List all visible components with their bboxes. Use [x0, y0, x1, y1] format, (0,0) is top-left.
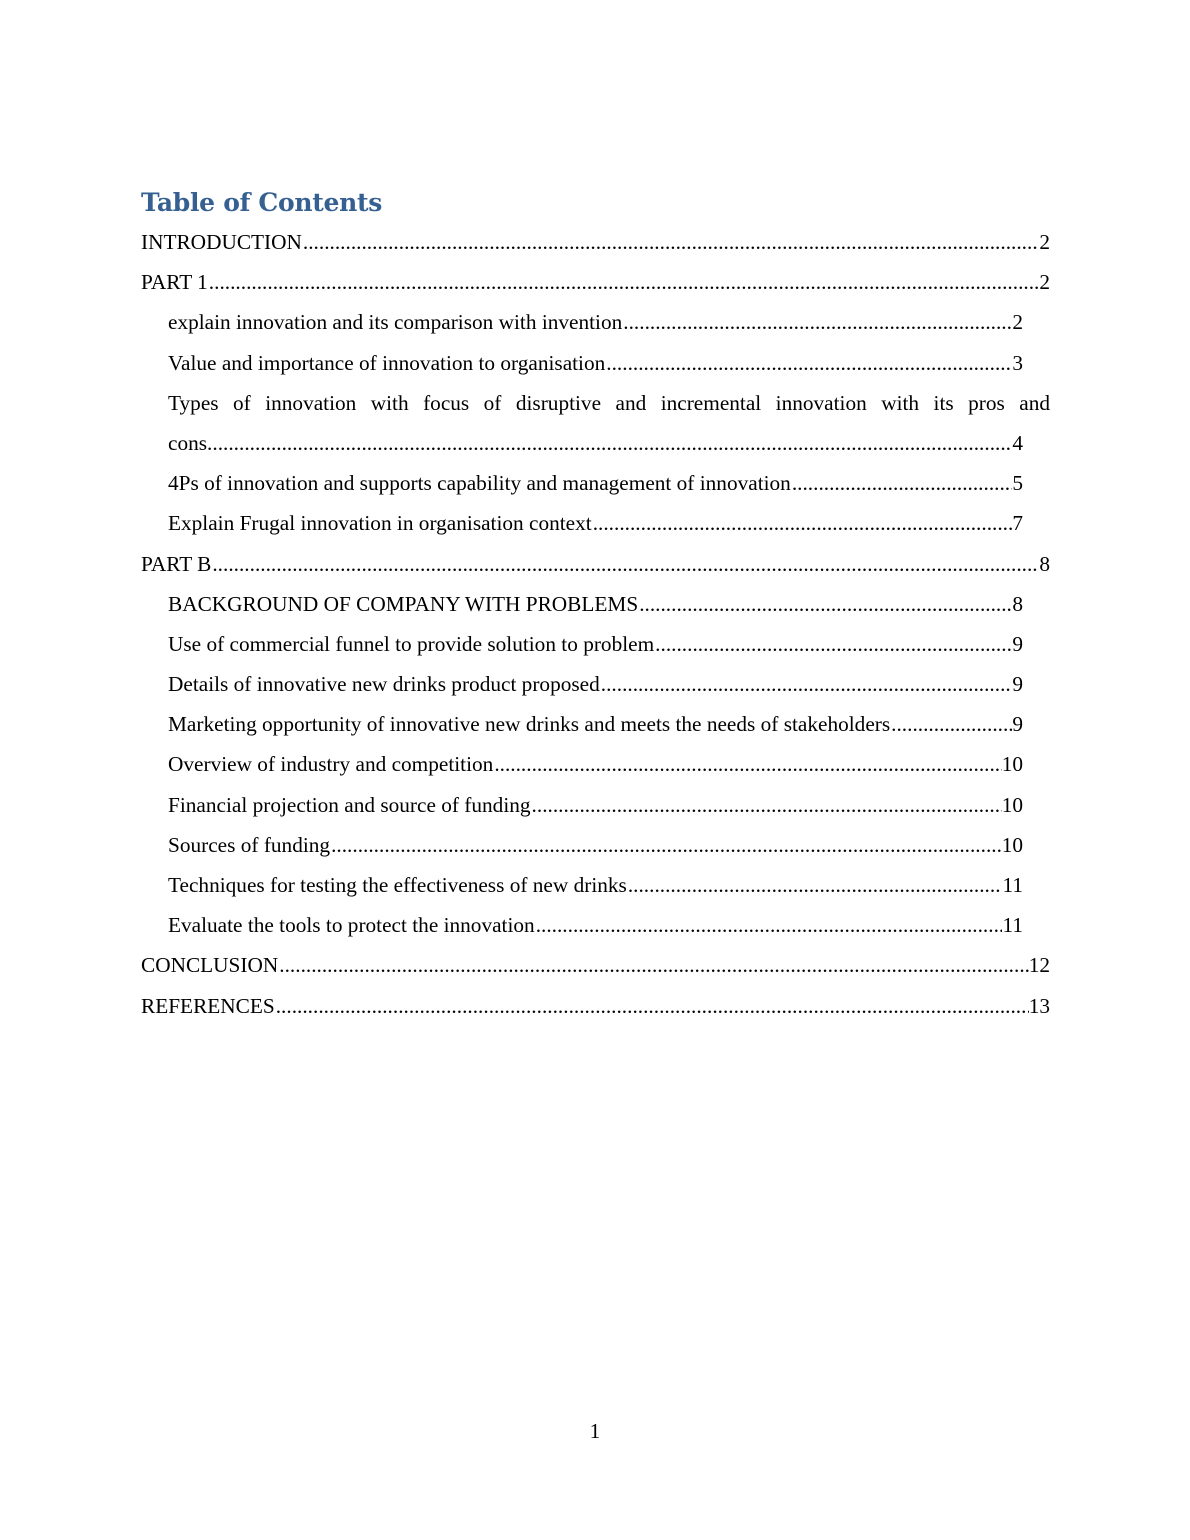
toc-entry-label: Marketing opportunity of innovative new drinks and meets the needs of stakeholders — [168, 712, 891, 737]
toc-entry-label: explain innovation and its comparison with invention — [168, 310, 623, 335]
toc-list — [141, 222, 1050, 1026]
toc-entry-page: 13 — [1028, 993, 1050, 1018]
toc-entry-page: 8 — [1012, 591, 1023, 616]
toc-entry-protection-tools[interactable] — [168, 905, 1023, 945]
dot-leader — [331, 825, 1002, 865]
toc-entry-page: 9 — [1012, 672, 1023, 697]
toc-entry-frugal-innovation[interactable] — [168, 503, 1023, 543]
toc-entry-page: 9 — [1012, 712, 1023, 737]
dot-leader — [209, 262, 1040, 302]
toc-entry-continuation — [168, 423, 1023, 463]
toc-entry-label-line-1: Types of innovation with focus of disruptive and incremental innovation with its pros and — [168, 390, 1050, 415]
toc-entry-page: 11 — [1002, 913, 1023, 938]
toc-entry-page: 8 — [1039, 551, 1050, 576]
page-number: 1 — [589, 1419, 601, 1443]
toc-entry-page: 10 — [1001, 752, 1023, 777]
dot-leader — [212, 544, 1039, 584]
toc-entry-label: CONCLUSION — [141, 953, 279, 978]
toc-entry-value-importance[interactable] — [168, 343, 1023, 383]
dot-leader — [532, 785, 1002, 825]
toc-entry-references[interactable] — [141, 986, 1050, 1026]
toc-entry-conclusion[interactable] — [141, 945, 1050, 985]
toc-entry-label-line-2: cons — [168, 430, 208, 455]
toc-entry-part-1[interactable] — [141, 262, 1050, 302]
toc-entry-part-b[interactable] — [141, 544, 1050, 584]
toc-entry-page: 2 — [1039, 230, 1050, 254]
toc-entry-drinks-product[interactable] — [168, 664, 1023, 704]
dot-leader — [279, 945, 1028, 985]
toc-entry-commercial-funnel[interactable] — [168, 624, 1023, 664]
dot-leader — [536, 905, 1003, 945]
toc-title: Table of Contents — [141, 188, 383, 217]
toc-entry-label: Techniques for testing the effectiveness of new drinks — [168, 873, 627, 897]
toc-entry-background[interactable] — [168, 584, 1023, 624]
toc-entry-label: PART B — [141, 551, 212, 576]
toc-entry-page: 2 — [1012, 310, 1023, 335]
toc-entry-label: Evaluate the tools to protect the innovation — [168, 913, 535, 938]
toc-entry-label: Sources of funding — [168, 832, 331, 857]
dot-leader — [593, 503, 1013, 543]
toc-entry-financial-projection[interactable] — [168, 785, 1023, 825]
toc-entry-label: Details of innovative new drinks product proposed — [168, 672, 600, 697]
toc-entry-marketing-opportunity[interactable] — [168, 704, 1023, 744]
toc-entry-introduction[interactable] — [141, 222, 1050, 262]
toc-entry-page: 10 — [1001, 832, 1023, 857]
dot-leader — [628, 865, 1003, 905]
toc-entry-innovation-vs-invention[interactable] — [168, 302, 1023, 342]
toc-entry-page: 10 — [1001, 792, 1023, 817]
toc-entry-page: 7 — [1012, 511, 1023, 536]
dot-leader — [601, 664, 1013, 704]
toc-entry-label: Value and importance of innovation to organisation — [168, 350, 606, 375]
toc-entry-page: 3 — [1012, 350, 1023, 375]
dot-leader — [606, 343, 1012, 383]
toc-entry-label: 4Ps of innovation and supports capability and management of innovation — [168, 471, 791, 496]
toc-entry-sources-of-funding[interactable] — [168, 825, 1023, 865]
dot-leader — [276, 986, 1029, 1026]
toc-entry-types-of-innovation[interactable] — [168, 383, 1050, 463]
dot-leader — [623, 302, 1012, 342]
toc-entry-page: 4 — [1012, 430, 1023, 455]
toc-entry-label: Financial projection and source of funding — [168, 792, 531, 817]
dot-leader — [792, 463, 1013, 503]
toc-entry-page: 11 — [1002, 873, 1023, 897]
toc-entry-label: INTRODUCTION — [141, 230, 302, 254]
toc-entry-label: REFERENCES — [141, 993, 275, 1018]
toc-entry-label: Explain Frugal innovation in organisation context — [168, 511, 592, 536]
toc-entry-industry-overview[interactable] — [168, 744, 1023, 784]
toc-entry-page: 2 — [1039, 270, 1050, 295]
toc-entry-page: 5 — [1012, 471, 1023, 496]
toc-entry-page: 9 — [1012, 631, 1023, 656]
toc-entry-label: BACKGROUND OF COMPANY WITH PROBLEMS — [168, 591, 639, 616]
dot-leader — [207, 423, 1012, 463]
dot-leader — [655, 624, 1012, 664]
toc-entry-label: Use of commercial funnel to provide solution to problem — [168, 631, 655, 656]
dot-leader — [303, 222, 1039, 262]
toc-entry-testing-techniques[interactable] — [168, 865, 1023, 905]
dot-leader — [891, 704, 1012, 744]
dot-leader — [494, 744, 1001, 784]
toc-entry-4ps[interactable] — [168, 463, 1023, 503]
toc-entry-label: Overview of industry and competition — [168, 752, 494, 777]
toc-entry-page: 12 — [1028, 953, 1050, 978]
toc-entry-label: PART 1 — [141, 270, 208, 295]
dot-leader — [639, 584, 1012, 624]
